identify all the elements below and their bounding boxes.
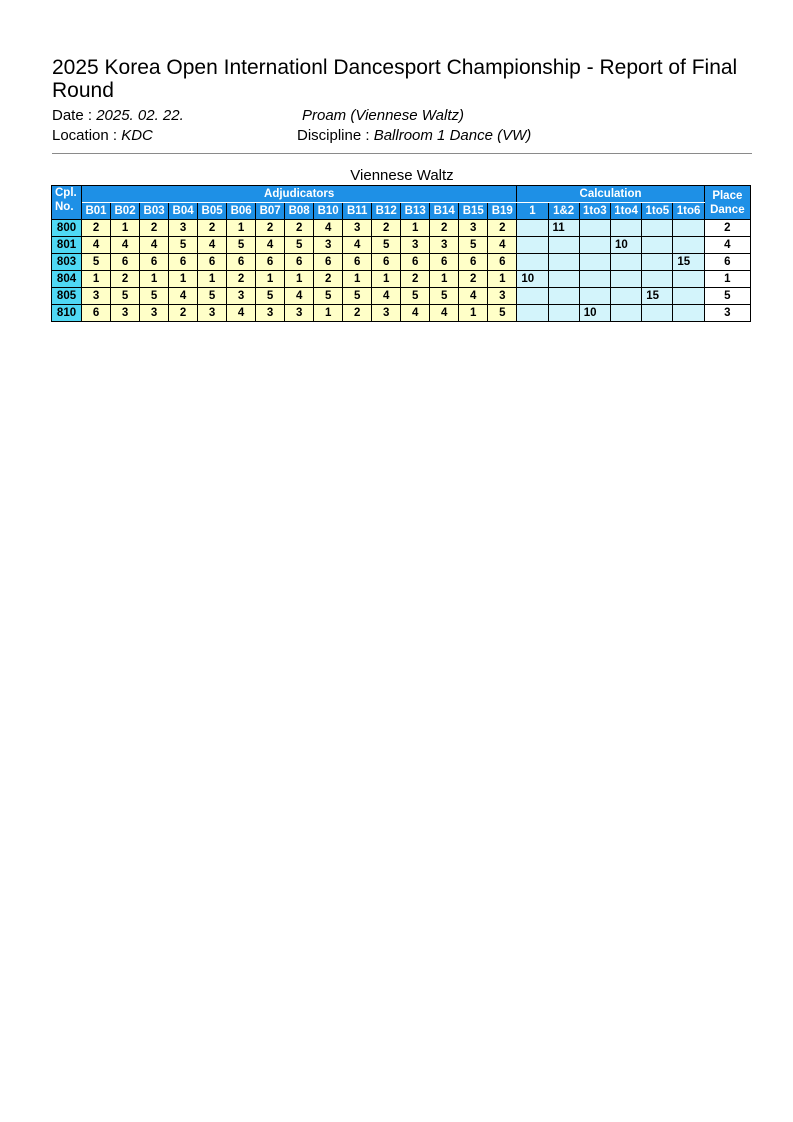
calculation-cell: 15 <box>673 254 704 271</box>
date-value: 2025. 02. 22. <box>96 107 184 124</box>
calculation-cell: 15 <box>642 288 673 305</box>
adjudicator-mark: 1 <box>111 220 140 237</box>
adjudicator-mark: 5 <box>430 288 459 305</box>
adjudicator-mark: 6 <box>401 254 430 271</box>
adjudicator-mark: 4 <box>285 288 314 305</box>
calculation-cell <box>642 271 673 288</box>
adjudicator-mark: 1 <box>285 271 314 288</box>
adjudicator-header: B03 <box>140 203 169 220</box>
adjudicator-mark: 6 <box>111 254 140 271</box>
place-header: Place Dance <box>704 186 750 220</box>
dance-title: Viennese Waltz <box>350 167 454 184</box>
calc-column-header: 1 <box>517 203 548 220</box>
calculation-cell <box>517 254 548 271</box>
adjudicator-mark: 3 <box>169 220 198 237</box>
place-cell: 4 <box>704 237 750 254</box>
table-row <box>52 254 751 271</box>
couple-number: 801 <box>52 237 82 254</box>
adjudicator-header: B11 <box>343 203 372 220</box>
calculation-cell <box>642 237 673 254</box>
place-cell: 1 <box>704 271 750 288</box>
adjudicator-header: B07 <box>256 203 285 220</box>
event-value: Proam (Viennese Waltz) <box>302 107 465 124</box>
calculation-cell <box>610 254 641 271</box>
calculation-header: Calculation <box>517 186 704 203</box>
adjudicator-mark: 5 <box>227 237 256 254</box>
adjudicator-mark: 5 <box>459 237 488 254</box>
adjudicator-mark: 3 <box>430 237 459 254</box>
adjudicator-mark: 6 <box>343 254 372 271</box>
calculation-cell <box>642 220 673 237</box>
calculation-cell <box>673 305 704 322</box>
results-table <box>51 185 751 322</box>
calculation-cell <box>579 220 610 237</box>
adjudicator-mark: 6 <box>256 254 285 271</box>
adjudicator-mark: 1 <box>459 305 488 322</box>
adjudicator-mark: 2 <box>111 271 140 288</box>
adjudicator-mark: 6 <box>198 254 227 271</box>
calculation-cell <box>517 305 548 322</box>
calculation-cell: 10 <box>579 305 610 322</box>
adjudicator-mark: 4 <box>111 237 140 254</box>
place-cell: 5 <box>704 288 750 305</box>
adjudicator-mark: 1 <box>82 271 111 288</box>
calculation-cell <box>673 220 704 237</box>
adjudicator-mark: 2 <box>488 220 517 237</box>
adjudicator-mark: 5 <box>140 288 169 305</box>
adjudicator-mark: 3 <box>314 237 343 254</box>
adjudicator-mark: 4 <box>401 305 430 322</box>
calc-column-header: 1to4 <box>610 203 641 220</box>
calc-column-header: 1to3 <box>579 203 610 220</box>
adjudicator-mark: 2 <box>401 271 430 288</box>
adjudicator-mark: 2 <box>372 220 401 237</box>
event-line <box>302 107 464 125</box>
adjudicator-mark: 5 <box>111 288 140 305</box>
adjudicator-mark: 1 <box>401 220 430 237</box>
adjudicator-mark: 2 <box>140 220 169 237</box>
adjudicator-header: B04 <box>169 203 198 220</box>
adjudicator-mark: 6 <box>459 254 488 271</box>
couple-number: 800 <box>52 220 82 237</box>
location-label: Location : <box>52 127 122 144</box>
date-line <box>52 107 184 125</box>
adjudicator-mark: 3 <box>111 305 140 322</box>
place-cell: 2 <box>704 220 750 237</box>
adjudicator-mark: 1 <box>314 305 343 322</box>
location-value: KDC <box>121 127 153 144</box>
couple-number: 804 <box>52 271 82 288</box>
calculation-cell <box>548 288 579 305</box>
adjudicator-mark: 5 <box>343 288 372 305</box>
discipline-value: Ballroom 1 Dance (VW) <box>373 127 532 144</box>
location-line <box>52 127 153 145</box>
adjudicator-mark: 1 <box>227 220 256 237</box>
adjudicator-mark: 4 <box>343 237 372 254</box>
adjudicator-mark: 4 <box>372 288 401 305</box>
table-row <box>52 237 751 254</box>
adjudicator-mark: 2 <box>314 271 343 288</box>
subheader-row <box>52 203 751 220</box>
adjudicator-mark: 6 <box>169 254 198 271</box>
adjudicator-mark: 3 <box>343 220 372 237</box>
calculation-cell <box>610 288 641 305</box>
adjudicator-mark: 1 <box>488 271 517 288</box>
adjudicator-mark: 1 <box>343 271 372 288</box>
adjudicator-mark: 4 <box>82 237 111 254</box>
adjudicator-mark: 3 <box>488 288 517 305</box>
date-label: Date : <box>52 107 97 124</box>
header-divider <box>52 153 752 154</box>
adjudicator-mark: 2 <box>198 220 227 237</box>
adjudicators-header: Adjudicators <box>82 186 517 203</box>
adjudicator-header: B06 <box>227 203 256 220</box>
adjudicator-mark: 2 <box>169 305 198 322</box>
calc-column-header: 1&2 <box>548 203 579 220</box>
place-cell: 6 <box>704 254 750 271</box>
calculation-cell <box>517 288 548 305</box>
adjudicator-header: B10 <box>314 203 343 220</box>
adjudicator-header: B08 <box>285 203 314 220</box>
adjudicator-header: B13 <box>401 203 430 220</box>
adjudicator-mark: 3 <box>256 305 285 322</box>
adjudicator-mark: 6 <box>140 254 169 271</box>
adjudicator-mark: 6 <box>285 254 314 271</box>
adjudicator-mark: 2 <box>430 220 459 237</box>
calculation-cell <box>548 271 579 288</box>
adjudicator-mark: 1 <box>198 271 227 288</box>
calculation-cell <box>579 237 610 254</box>
adjudicator-mark: 1 <box>372 271 401 288</box>
calculation-cell: 11 <box>548 220 579 237</box>
adjudicator-mark: 3 <box>82 288 111 305</box>
adjudicator-mark: 3 <box>227 288 256 305</box>
adjudicator-mark: 5 <box>372 237 401 254</box>
adjudicator-mark: 5 <box>169 237 198 254</box>
adjudicator-mark: 3 <box>198 305 227 322</box>
adjudicator-mark: 2 <box>256 220 285 237</box>
cpl-header: Cpl. No. <box>52 186 82 220</box>
calculation-cell <box>642 254 673 271</box>
adjudicator-mark: 3 <box>401 237 430 254</box>
calculation-cell <box>548 305 579 322</box>
calculation-cell <box>517 220 548 237</box>
adjudicator-mark: 4 <box>256 237 285 254</box>
calculation-cell <box>610 220 641 237</box>
adjudicator-mark: 4 <box>314 220 343 237</box>
adjudicator-mark: 4 <box>198 237 227 254</box>
table-row <box>52 271 751 288</box>
discipline-line <box>297 127 531 145</box>
adjudicator-mark: 4 <box>169 288 198 305</box>
calculation-cell <box>610 305 641 322</box>
adjudicator-mark: 1 <box>169 271 198 288</box>
calculation-cell: 10 <box>517 271 548 288</box>
calculation-cell <box>673 288 704 305</box>
adjudicator-mark: 6 <box>372 254 401 271</box>
couple-number: 805 <box>52 288 82 305</box>
adjudicator-mark: 6 <box>227 254 256 271</box>
adjudicator-mark: 2 <box>82 220 111 237</box>
adjudicator-mark: 3 <box>140 305 169 322</box>
adjudicator-mark: 3 <box>372 305 401 322</box>
adjudicator-mark: 4 <box>459 288 488 305</box>
table-row <box>52 220 751 237</box>
adjudicator-mark: 4 <box>488 237 517 254</box>
place-cell: 3 <box>704 305 750 322</box>
adjudicator-header: B12 <box>372 203 401 220</box>
calculation-cell <box>673 271 704 288</box>
adjudicator-mark: 6 <box>314 254 343 271</box>
adjudicator-mark: 5 <box>488 305 517 322</box>
adjudicator-mark: 5 <box>198 288 227 305</box>
adjudicator-mark: 4 <box>430 305 459 322</box>
adjudicator-mark: 6 <box>82 305 111 322</box>
calculation-cell <box>548 254 579 271</box>
adjudicator-header: B01 <box>82 203 111 220</box>
adjudicator-header: B14 <box>430 203 459 220</box>
calc-column-header: 1to6 <box>673 203 704 220</box>
discipline-label: Discipline : <box>297 127 374 144</box>
couple-number: 803 <box>52 254 82 271</box>
calculation-cell <box>579 254 610 271</box>
couple-number: 810 <box>52 305 82 322</box>
adjudicator-mark: 2 <box>343 305 372 322</box>
adjudicator-mark: 6 <box>488 254 517 271</box>
adjudicator-mark: 5 <box>256 288 285 305</box>
adjudicator-mark: 4 <box>140 237 169 254</box>
adjudicator-header: B05 <box>198 203 227 220</box>
adjudicator-mark: 1 <box>256 271 285 288</box>
adjudicator-mark: 5 <box>82 254 111 271</box>
calculation-cell <box>579 271 610 288</box>
calculation-cell <box>673 237 704 254</box>
table-row <box>52 305 751 322</box>
calculation-cell <box>579 288 610 305</box>
report-title: 2025 Korea Open Internationl Dancesport Championship - Report of Final Round <box>52 56 738 102</box>
adjudicator-mark: 3 <box>459 220 488 237</box>
calculation-cell <box>548 237 579 254</box>
adjudicator-mark: 3 <box>285 305 314 322</box>
adjudicator-mark: 2 <box>227 271 256 288</box>
adjudicator-header: B19 <box>488 203 517 220</box>
adjudicator-mark: 1 <box>430 271 459 288</box>
adjudicator-mark: 4 <box>227 305 256 322</box>
calculation-cell <box>517 237 548 254</box>
adjudicator-mark: 6 <box>430 254 459 271</box>
table-row <box>52 288 751 305</box>
calc-column-header: 1to5 <box>642 203 673 220</box>
adjudicator-mark: 5 <box>314 288 343 305</box>
adjudicator-mark: 1 <box>140 271 169 288</box>
calculation-cell <box>610 271 641 288</box>
results-body <box>52 220 751 322</box>
adjudicator-mark: 2 <box>459 271 488 288</box>
adjudicator-mark: 5 <box>401 288 430 305</box>
adjudicator-header: B02 <box>111 203 140 220</box>
adjudicator-mark: 2 <box>285 220 314 237</box>
calculation-cell: 10 <box>610 237 641 254</box>
adjudicator-header: B15 <box>459 203 488 220</box>
calculation-cell <box>642 305 673 322</box>
adjudicator-mark: 5 <box>285 237 314 254</box>
